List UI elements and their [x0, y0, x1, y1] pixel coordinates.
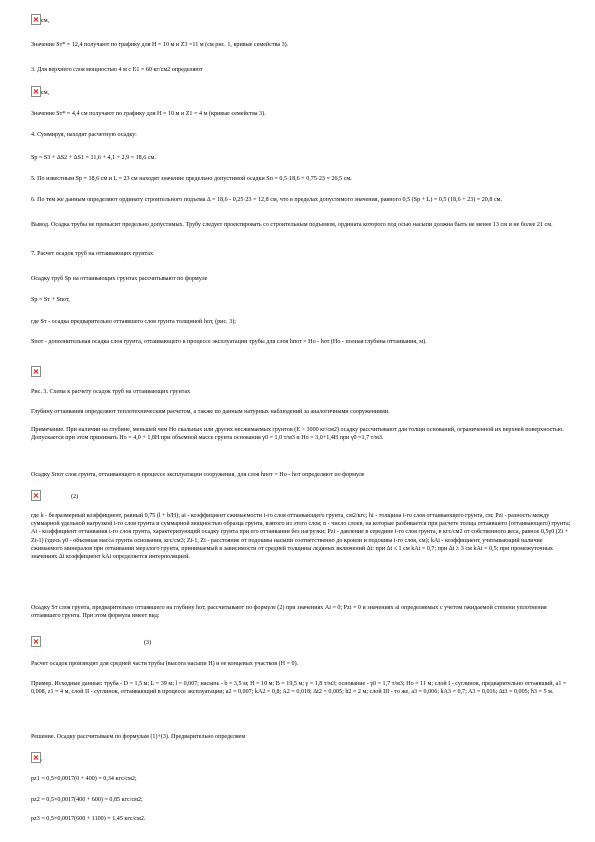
paragraph: Осадку Sт слоя грунта, предварительно оттаявшего на глубину hот, рассчитывают по формуле (2) при значениях Ai = 0; Pzi = 0 и значениях ai определяемых с учетом ожидаемой степени уплотнения оттаявшего грунта. При этом формула имеет вид:	[31, 605, 547, 620]
broken-image-icon	[31, 636, 41, 647]
paragraph: 6. По тем же данным определяют ординату строительного подъема Δ = 18,6 - 0,25·23 = 12,8 см, что в пределах допустимого значения, равного 0,5 (Sp + L) = 0,5 (18,6 + 23) = 20,8 см.	[31, 197, 503, 203]
formula-text: Sp = Sт + Sпот,	[31, 297, 70, 303]
section-heading: 4. Суммируя, находят расчетную осадку:	[31, 132, 137, 138]
formula-suffix: см,	[41, 89, 50, 96]
broken-image-icon	[31, 490, 41, 501]
paragraph: 3. Для верхнего слоя мощностью 4 м с Е1 = 60 кг/см2 определяют	[31, 67, 203, 73]
paragraph: Sпот - дополнительная осадка слоя грунта, оттаивающего в процессе эксплуатации трубы для слоя hпот = Hо - hот (Hо - полная глубина оттаивания, м).	[31, 339, 427, 345]
paragraph: Вывод. Осадка трубы не превысит предельно допустимых. Трубу следует проектировать со строительным подъемом, ордината которого под осью насыпи должна быть не менее 13 см и не более 21 см.	[31, 222, 553, 228]
formula-number: (3)	[144, 639, 152, 646]
formula-row-3	[31, 490, 78, 501]
broken-image-icon	[31, 86, 41, 97]
formula-row-1	[31, 14, 49, 25]
paragraph: Решение. Осадку рассчитываем по формулам (1)+(3). Предварительно определяем	[31, 734, 246, 740]
formula-row-5	[31, 752, 43, 763]
calc-line: pz3 = 0,5×0,0017(600 + 1100) = 1,45 кгс/см2.	[31, 816, 146, 822]
formula-suffix: ,	[41, 755, 43, 762]
broken-image-icon	[31, 14, 41, 25]
calc-line: pz1 = 0,5×0,0017(0 + 400) = 0,34 кгс/см2;	[31, 776, 137, 782]
paragraph: Sp = S3 + ΔS2 + ΔS1 = 11,6 + 4,1 + 2,9 = 18,6 см.	[31, 155, 156, 161]
formula-number: (2)	[71, 493, 79, 500]
paragraph: 5. По известным Sp = 18,6 см и L = 23 см находят значение предельно допустимой осадки Sп = 0,5·18,6 + 0,75·23 = 26,5 см.	[31, 176, 352, 182]
figure-caption: Рис. 3. Схема к расчету осадок труб на оттаивающих грунтах	[31, 389, 191, 395]
formula-row-4	[31, 636, 151, 647]
example-paragraph: Пример. Исходные данные: труба - D = 1,5 м; L = 39 м; l = 0,007; насыпь - b = 3,5 м; H = 10 м; B = 19,5 м; γ = 1,8 т/м3; основание - γ0 = 1,7 т/м3; Hо = 11 м; слой I - суглинок, предварительно оттаявший, a1 = 0,008, z1 = 4 м, слой II - суглинок, оттаивающий в процессе эксплуатации; a2 = 0,007; kA2 = 0,8; A2 = 0,018; Δt2 = 0,005; h2 = 2 м; слой III - то же, a3 = 0,006; kA3 = 0,7; A3 = 0,016; Δt3 = 0,005; h3 = 5 м.	[31, 681, 567, 696]
calc-line: pz2 = 0,5×0,0017(400 + 600) = 0,85 кгс/см2;	[31, 797, 143, 803]
paragraph: Осадку Sпот слоя грунта, оттаивающего в процессе эксплуатации сооружения, для слоя hпот = Hо - hот определяют по формуле	[31, 472, 365, 478]
note-paragraph: Примечание. При наличии на глубине, меньшей чем Hо скальных или других несжимаемых грунтов (Е > 1000 кг/см2) осадку рассчитывают для толщи оснований, ограниченной их верхней поверхностью. Допускается при этом принимать Hо = 4,0 + 1,8H при объемной массе грунта основания γ0 = 1,0 т/м3 и Hо = 3,0+1,4H при γ0 =1,7 т/м3.	[31, 427, 564, 442]
broken-image-icon	[31, 752, 41, 763]
paragraph: Значение Sт* = 12,4 получают по графику для H = 10 м и Z3 =11 м (см рис. 1, кривые семейства 3).	[31, 42, 289, 48]
paragraph: где k - безразмерный коэффициент, равный 0,75 (l + b/H); ai - коэффициент сжимаемости i-го слоя оттаивающего грунта, см2/кгс; hi - толщина i-го слоя оттаивающего грунта, см; Pzi - разность между суммарной удельной нагрузкой i-го слоя грунта и суммарной мощностью образца грунта, взятого из этого слоя; n - число слоев, на которые разбивается при расчете толща оттаявшего (оттаивающего) грунта; Ai - коэффициент оттаивания i-го слоя грунта, характеризующий осадку грунта при его оттаивании без нагрузки; Pzi - давление в середине i-го слоя грунта, в кгс/см2 от собственного веса, равное 0,5γ0 (Zi + Zi-1) (здесь γ0 - объемная масса грунта основания, кгс/см3; Zi-1, Zi - расстояние от подошвы насыпи соответственно до кровли и подошвы i-го слоя, см); kAi - коэффициент, учитывающий наличие сжимаемого минералов при оттаивании мерзлого грунта, принимаемый в зависимости от средней толщины ледяных включений Δt: при Δt ≤ 1 см kAi = 0,7; при Δt ≥ 3 см kAi = 0,5; при промежуточных значениях Δt коэффициент kAi определяется интерполяцией.	[31, 513, 571, 561]
formula-row-2	[31, 86, 49, 97]
formula-suffix: см,	[41, 17, 50, 24]
paragraph: Осадку труб Sp на оттаивающих грунтах рассчитывают по формуле	[31, 276, 208, 282]
figure-image	[31, 366, 41, 377]
broken-image-icon	[31, 366, 41, 377]
paragraph: Расчет осадок производят для средней части трубы (высота насыпи H) и ее концевых участков (H = 0).	[31, 661, 299, 667]
paragraph: Глубину оттаивания определяют теплотехническим расчетом, а также по данным натурных наблюдений за аналогичными сооружениями.	[31, 409, 390, 415]
paragraph: где Sт - осадка предварительно оттаявшего слоя грунта толщиной hот, (рис. 3);	[31, 319, 236, 325]
paragraph: Значение Sт* = 4,4 см получают по графику для H = 10 м и Z1 = 4 м (кривые семейства 3).	[31, 111, 266, 117]
section-heading: 7. Расчет осадок труб на оттаивающих грунтах	[31, 251, 153, 257]
